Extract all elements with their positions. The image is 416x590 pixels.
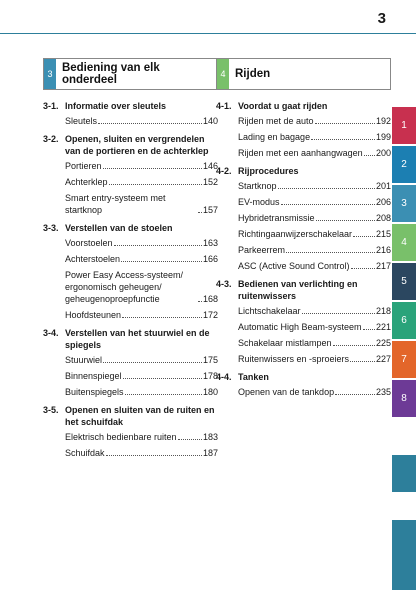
toc-entry[interactable] — [238, 321, 391, 333]
section-number: 3-1. — [43, 101, 59, 111]
toc-entry[interactable] — [238, 147, 391, 159]
toc-entry-page: 152 — [202, 177, 218, 187]
toc-entry-text: Startknop — [238, 181, 277, 191]
section-title — [43, 133, 218, 157]
toc-entry[interactable] — [65, 386, 218, 398]
leader-dots — [114, 245, 202, 246]
toc-entry-text: Parkeerrem — [238, 245, 286, 255]
section-number: 3-5. — [43, 405, 59, 415]
section-heading: Tanken — [238, 372, 269, 382]
leader-dots — [98, 123, 202, 124]
leader-dots — [286, 252, 375, 253]
toc-entry[interactable] — [65, 269, 218, 305]
toc-entry-page: 235 — [375, 387, 391, 397]
blank-tab-upper — [392, 455, 416, 492]
toc-entry-text: Voorstoelen — [65, 238, 113, 248]
toc-entry[interactable] — [65, 447, 218, 459]
chapter-tab-3[interactable]: 3 — [392, 185, 416, 222]
section-heading: Rijprocedures — [238, 166, 299, 176]
section-heading: Informatie over sleutels — [65, 101, 167, 111]
toc-entry[interactable] — [238, 244, 391, 256]
section-heading: Openen en sluiten van de ruiten en het schuifdak — [65, 405, 215, 427]
section-number: 4-2. — [216, 166, 232, 176]
toc-entry[interactable] — [65, 354, 218, 366]
chapter-title: Bediening van elk onderdeel — [61, 62, 160, 86]
toc-entry-page: 217 — [375, 261, 391, 271]
leader-dots — [123, 378, 202, 379]
toc-entry-page: 157 — [202, 205, 218, 215]
leader-dots — [316, 220, 375, 221]
toc-entry-page: 178 — [202, 371, 218, 381]
toc-entry-text: ASC (Active Sound Control) — [238, 261, 350, 271]
chapter-tab-7[interactable]: 7 — [392, 341, 416, 378]
toc-entry-page: 140 — [202, 116, 218, 126]
toc-entry-text: Ruitenwissers en -sproeiers — [238, 354, 350, 364]
page-number: 3 — [377, 10, 386, 27]
toc-entry-text: Schuifdak — [65, 448, 105, 458]
section-title — [43, 100, 218, 112]
toc-entry-page: 168 — [202, 294, 218, 304]
chapter-tab-6[interactable]: 6 — [392, 302, 416, 339]
toc-entry[interactable] — [238, 228, 391, 240]
blank-tab-lower — [392, 520, 416, 590]
leader-dots — [353, 236, 375, 237]
toc-entry-page: 206 — [375, 197, 391, 207]
toc-entry-page: 227 — [375, 354, 391, 364]
leader-dots — [198, 212, 202, 213]
toc-entry-page: 187 — [202, 448, 218, 458]
toc-entry-page: 201 — [375, 181, 391, 191]
section-title — [216, 278, 391, 302]
leader-dots — [122, 317, 202, 318]
leader-dots — [350, 361, 375, 362]
toc-entry-page: 216 — [375, 245, 391, 255]
chapter-column-4 — [216, 58, 391, 402]
leader-dots — [302, 313, 375, 314]
toc-entry-page: 218 — [375, 306, 391, 316]
toc-entry[interactable] — [238, 131, 391, 143]
toc-entry[interactable] — [65, 176, 218, 188]
toc-entry-text: Binnenspiegel — [65, 371, 122, 381]
toc-entry-text: Richtingaanwijzerschakelaar — [238, 229, 353, 239]
chapter-title: Rijden — [235, 68, 271, 80]
section-title — [216, 371, 391, 383]
section-heading: Voordat u gaat rijden — [238, 101, 328, 111]
leader-dots — [363, 329, 375, 330]
leader-dots — [103, 362, 202, 363]
leader-dots — [281, 204, 375, 205]
toc-entry-page: 199 — [375, 132, 391, 142]
section-title — [43, 327, 218, 351]
toc-entry-page: 183 — [202, 432, 218, 442]
toc-entry-page: 225 — [375, 338, 391, 348]
section-heading: Bedienen van verlichting en ruitenwissers — [238, 279, 358, 301]
section-number: 3-3. — [43, 223, 59, 233]
chapter-header — [43, 58, 218, 90]
section-heading: Verstellen van de stoelen — [65, 223, 173, 233]
toc-entry-page: 163 — [202, 238, 218, 248]
toc-entry[interactable] — [65, 115, 218, 127]
toc-entry[interactable] — [65, 431, 218, 443]
toc-entry-text: Elektrisch bedienbare ruiten — [65, 432, 177, 442]
section-title — [43, 222, 218, 234]
toc-entry-text: Rijden met een aanhangwagen — [238, 148, 363, 158]
leader-dots — [311, 139, 375, 140]
toc-entry[interactable] — [238, 115, 391, 127]
section-number: 4-4. — [216, 372, 232, 382]
toc-entry-page: 208 — [375, 213, 391, 223]
toc-entry-text: Openen van de tankdop — [238, 387, 335, 397]
toc-entry-text: Buitenspiegels — [65, 387, 124, 397]
toc-entry[interactable] — [65, 309, 218, 321]
leader-dots — [315, 123, 375, 124]
leader-dots — [335, 394, 375, 395]
toc-entry-page: 200 — [375, 148, 391, 158]
leader-dots — [121, 261, 202, 262]
chapter-tab-8[interactable]: 8 — [392, 380, 416, 417]
toc-entry[interactable] — [65, 253, 218, 265]
leader-dots — [178, 439, 202, 440]
toc-entry[interactable] — [238, 353, 391, 365]
chapter-number-badge: 3 — [44, 59, 56, 89]
leader-dots — [106, 455, 202, 456]
toc-entry-page: 175 — [202, 355, 218, 365]
toc-entry[interactable] — [238, 180, 391, 192]
chapter-tab-1[interactable]: 1 — [392, 107, 416, 144]
section-title — [43, 404, 218, 428]
section-title — [216, 100, 391, 112]
toc-entry[interactable] — [238, 386, 391, 398]
chapter-tab-5[interactable]: 5 — [392, 263, 416, 300]
toc-entry-page: 166 — [202, 254, 218, 264]
toc-entry-text: Schakelaar mistlampen — [238, 338, 332, 348]
section-number: 4-3. — [216, 279, 232, 289]
leader-dots — [278, 188, 375, 189]
section-number: 3-4. — [43, 328, 59, 338]
toc-entry-text: Hybridetransmissie — [238, 213, 315, 223]
toc-entry-page: 146 — [202, 161, 218, 171]
toc-entry-text: Rijden met de auto — [238, 116, 314, 126]
section-number: 4-1. — [216, 101, 232, 111]
leader-dots — [103, 168, 202, 169]
leader-dots — [333, 345, 375, 346]
chapter-tab-4[interactable]: 4 — [392, 224, 416, 261]
toc-entry-text: EV-modus — [238, 197, 280, 207]
toc-entry-text: Sleutels — [65, 116, 98, 126]
section-number: 3-2. — [43, 134, 59, 144]
toc-entry-page: 215 — [375, 229, 391, 239]
toc-entry-text: Automatic High Beam-systeem — [238, 322, 362, 332]
section-title — [216, 165, 391, 177]
chapter-tabs — [392, 107, 416, 419]
toc-entry-text: Power Easy Access-systeem/ ergonomisch geheugen/ geheugenoproepfunctie — [65, 270, 184, 304]
toc-entry-text: Lading en bagage — [238, 132, 311, 142]
toc-entry-text: Achterklep — [65, 177, 108, 187]
leader-dots — [125, 394, 202, 395]
toc-entry[interactable] — [238, 337, 391, 349]
toc-entry-page: 221 — [375, 322, 391, 332]
toc-entry[interactable] — [65, 370, 218, 382]
toc-entry-text: Hoofdsteunen — [65, 310, 122, 320]
chapter-column-3 — [43, 58, 218, 463]
top-rule — [0, 33, 416, 34]
toc-entry-page: 180 — [202, 387, 218, 397]
toc-entry-text: Smart entry-systeem met startknop — [65, 193, 166, 215]
toc-entry-page: 172 — [202, 310, 218, 320]
leader-dots — [351, 268, 375, 269]
toc-entry-text: Lichtschakelaar — [238, 306, 301, 316]
toc-entry-text: Achterstoelen — [65, 254, 121, 264]
toc-entry[interactable] — [65, 237, 218, 249]
toc-entry-page: 192 — [375, 116, 391, 126]
toc-entry[interactable] — [238, 196, 391, 208]
chapter-number-badge: 4 — [217, 59, 229, 89]
toc-entry-text: Stuurwiel — [65, 355, 103, 365]
section-heading: Verstellen van het stuurwiel en de spiegels — [65, 328, 210, 350]
toc-entry[interactable] — [238, 260, 391, 272]
chapter-tab-2[interactable]: 2 — [392, 146, 416, 183]
toc-entry[interactable] — [65, 160, 218, 172]
toc-entry[interactable] — [238, 212, 391, 224]
section-heading: Openen, sluiten en vergrendelen van de portieren en de achterklep — [65, 134, 209, 156]
toc-entry-text: Portieren — [65, 161, 102, 171]
leader-dots — [364, 155, 375, 156]
chapter-header — [216, 58, 391, 90]
toc-entry[interactable] — [65, 192, 218, 216]
leader-dots — [198, 301, 202, 302]
toc-entry[interactable] — [238, 305, 391, 317]
leader-dots — [109, 184, 202, 185]
